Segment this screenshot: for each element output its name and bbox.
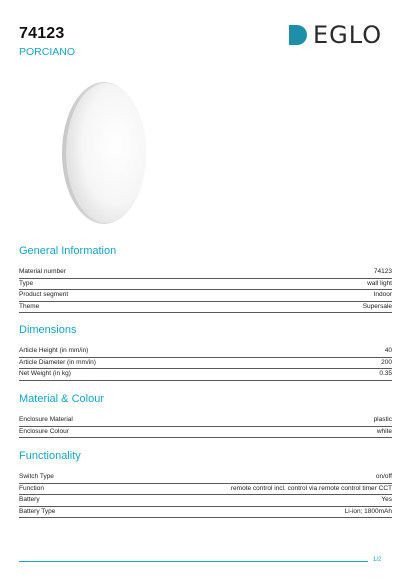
row-label: Enclosure Material	[19, 416, 73, 423]
row-label: Material number	[19, 268, 66, 275]
section-general-information	[19, 245, 392, 313]
section-dimensions	[19, 324, 392, 381]
row-value: 74123	[373, 268, 392, 275]
logo-text: EGLO	[313, 21, 383, 49]
row-label: Battery	[19, 496, 40, 503]
row-value: Indoor	[373, 291, 392, 298]
table-row	[19, 290, 392, 302]
section-material-colour	[19, 393, 392, 438]
page-number: 1/2	[373, 557, 382, 563]
table-row	[19, 279, 392, 291]
row-value: Yes	[381, 496, 392, 503]
product-name: PORCIANO	[19, 46, 76, 58]
row-value: 200	[381, 358, 392, 366]
table-row	[19, 495, 392, 507]
footer-divider	[19, 561, 368, 562]
row-label: Theme	[19, 302, 40, 310]
table-row	[19, 369, 392, 381]
row-label: Enclosure Colour	[19, 427, 69, 435]
row-value: wall light	[367, 279, 392, 287]
section-functionality	[19, 450, 392, 518]
row-label: Function	[19, 484, 44, 492]
section-title: Functionality	[19, 450, 81, 462]
section-title: Material & Colour	[19, 393, 104, 405]
row-value: Li-ion; 1800mAh	[344, 507, 392, 515]
row-label: Type	[19, 279, 34, 287]
section-title: Dimensions	[19, 324, 77, 336]
row-value: plastic	[373, 416, 392, 423]
row-label: Net Weight (in kg)	[19, 370, 71, 377]
row-value: Supersale	[362, 302, 392, 310]
eglo-logo	[289, 21, 393, 49]
table-row	[19, 472, 392, 484]
section-title: General Information	[19, 245, 117, 257]
row-label: Product segment	[19, 291, 69, 298]
table-row	[19, 358, 392, 370]
row-label: Article Height (in mm/in)	[19, 347, 89, 354]
row-label: Battery Type	[19, 507, 56, 515]
product-header	[19, 25, 75, 58]
table-row	[19, 302, 392, 314]
table-row	[19, 346, 392, 358]
table-row	[19, 427, 392, 439]
table-row	[19, 507, 392, 519]
logo-mark-icon	[289, 25, 307, 45]
row-value: 0.35	[379, 370, 392, 377]
product-number: 74123	[19, 25, 65, 42]
row-value: white	[376, 427, 392, 435]
row-value: on/off	[375, 473, 392, 480]
row-label: Switch Type	[19, 473, 54, 480]
table-row	[19, 415, 392, 427]
row-value: 40	[384, 347, 392, 354]
row-value: remote control incl. control via remote control timer CCT	[230, 484, 392, 492]
table-row	[19, 484, 392, 496]
row-label: Article Diameter (in mm/in)	[19, 358, 96, 366]
table-row	[19, 267, 392, 279]
product-image	[55, 78, 150, 228]
